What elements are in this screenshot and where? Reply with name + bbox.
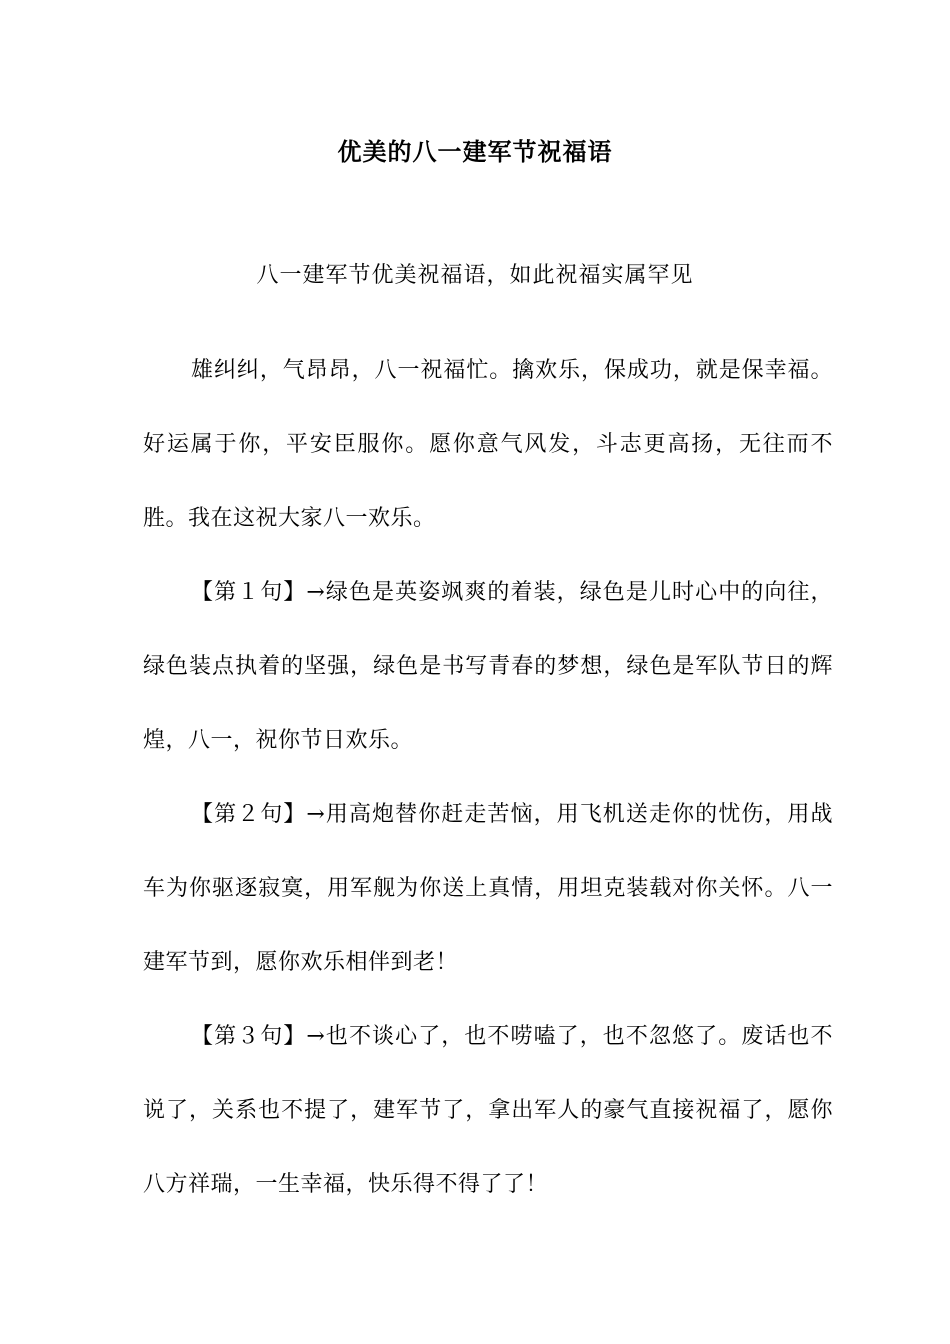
document-subtitle: 八一建军节优美祝福语，如此祝福实属罕见 bbox=[256, 263, 694, 288]
paragraph-intro: 雄纠纠，气昂昂，八一祝福忙。擒欢乐，保成功，就是保幸福。好运属于你，平安臣服你。愿你意气风发，斗志更高扬，无往而不胜。我在这祝大家八一欢乐。 bbox=[143, 358, 833, 531]
paragraph-sentence-3: 【第３句】→也不谈心了，也不唠嗑了，也不忽悠了。废话也不说了，关系也不提了，建军节了，拿出军人的豪气直接祝福了，愿你八方祥瑞，一生幸福，快乐得不得了了！ bbox=[143, 1024, 833, 1197]
document-title: 优美的八一建军节祝福语 bbox=[337, 137, 613, 166]
paragraph-sentence-1: 【第１句】→绿色是英姿飒爽的着装，绿色是儿时心中的向往，绿色装点执着的坚强，绿色是书写青春的梦想，绿色是军队节日的辉煌，八一，祝你节日欢乐。 bbox=[143, 580, 833, 753]
document-body bbox=[143, 334, 833, 1222]
paragraph-sentence-2: 【第２句】→用高炮替你赶走苦恼，用飞机送走你的忧伤，用战车为你驱逐寂寞，用军舰为你送上真情，用坦克装载对你关怀。八一建军节到，愿你欢乐相伴到老！ bbox=[143, 802, 833, 975]
